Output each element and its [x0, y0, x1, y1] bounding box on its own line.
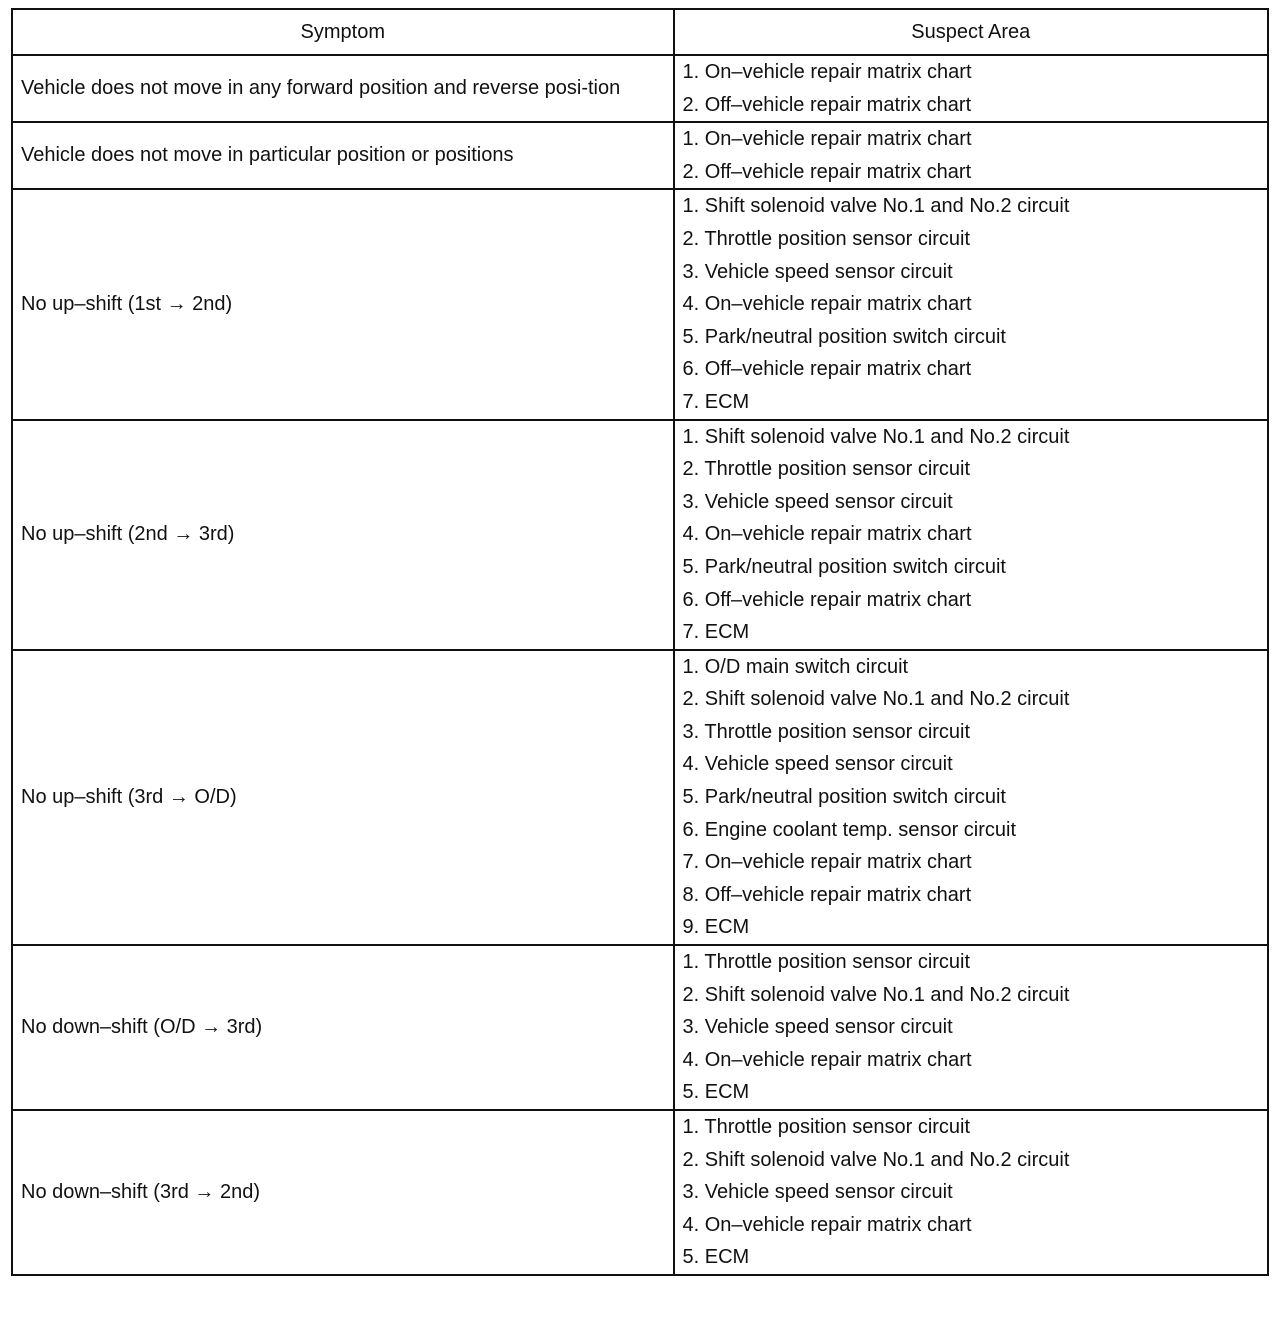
- symptom-text: No up–shift (2nd → 3rd): [21, 523, 235, 546]
- suspect-area-item: 3. Vehicle speed sensor circuit: [682, 1181, 953, 1204]
- suspect-area-cell: [674, 55, 1269, 122]
- suspect-area-item: 6. Engine coolant temp. sensor circuit: [682, 818, 1017, 841]
- suspect-area-item: 2. Shift solenoid valve No.1 and No.2 circuit: [682, 983, 1070, 1006]
- suspect-area-item: 2. Shift solenoid valve No.1 and No.2 circuit: [682, 688, 1070, 711]
- suspect-area-item: 4. On–vehicle repair matrix chart: [682, 523, 972, 546]
- suspect-area-item: 3. Vehicle speed sensor circuit: [682, 1016, 953, 1039]
- suspect-area-item: 6. Off–vehicle repair matrix chart: [682, 588, 972, 611]
- suspect-area-item: 3. Vehicle speed sensor circuit: [682, 490, 953, 513]
- suspect-area-header: Suspect Area: [674, 9, 1269, 55]
- suspect-area-item: 7. ECM: [682, 621, 750, 644]
- symptom-text: No down–shift (3rd → 2nd): [21, 1181, 261, 1204]
- suspect-area-item: 2. Shift solenoid valve No.1 and No.2 circuit: [682, 1148, 1070, 1171]
- suspect-area-item: 8. Off–vehicle repair matrix chart: [682, 883, 972, 906]
- suspect-area-item: 4. On–vehicle repair matrix chart: [682, 293, 972, 316]
- suspect-area-item: 1. Throttle position sensor circuit: [682, 951, 971, 974]
- symptom-header: Symptom: [12, 9, 674, 55]
- symptom-cell: [12, 420, 674, 650]
- suspect-area-item: 5. Park/neutral position switch circuit: [682, 325, 1006, 348]
- suspect-area-item: 2. Off–vehicle repair matrix chart: [682, 93, 972, 116]
- suspect-area-item: 4. On–vehicle repair matrix chart: [682, 1213, 972, 1236]
- table-row: [12, 945, 1268, 1110]
- suspect-area-item: 3. Vehicle speed sensor circuit: [682, 260, 953, 283]
- suspect-area-item: 1. Shift solenoid valve No.1 and No.2 circuit: [682, 425, 1070, 448]
- troubleshooting-table: [11, 8, 1269, 1276]
- table-row: [12, 420, 1268, 650]
- suspect-area-item: 1. On–vehicle repair matrix chart: [682, 128, 972, 151]
- table-row: [12, 650, 1268, 945]
- suspect-area-item: 5. ECM: [682, 1081, 750, 1104]
- suspect-area-cell: [674, 122, 1269, 189]
- suspect-area-cell: [674, 189, 1269, 419]
- suspect-area-item: 5. Park/neutral position switch circuit: [682, 786, 1006, 809]
- table-row: [12, 189, 1268, 419]
- symptom-cell: [12, 650, 674, 945]
- suspect-area-item: 5. Park/neutral position switch circuit: [682, 555, 1006, 578]
- table-body: [12, 55, 1268, 1275]
- suspect-area-cell: [674, 945, 1269, 1110]
- suspect-area-item: 1. Throttle position sensor circuit: [682, 1116, 971, 1138]
- suspect-area-item: 7. ECM: [682, 390, 750, 413]
- suspect-area-item: 5. ECM: [682, 1246, 750, 1269]
- symptom-text: No down–shift (O/D → 3rd): [21, 1016, 263, 1039]
- suspect-area-item: 1. O/D main switch circuit: [682, 655, 909, 678]
- suspect-area-item: 9. ECM: [682, 916, 750, 939]
- suspect-area-item: 4. On–vehicle repair matrix chart: [682, 1048, 972, 1071]
- table-row: [12, 122, 1268, 189]
- symptom-text: Vehicle does not move in any forward position and reverse posi-tion: [21, 77, 621, 100]
- symptom-cell: [12, 1110, 674, 1275]
- symptom-text: Vehicle does not move in particular position or positions: [21, 144, 514, 167]
- suspect-area-item: 4. Vehicle speed sensor circuit: [682, 753, 953, 776]
- suspect-area-item: 1. Shift solenoid valve No.1 and No.2 circuit: [682, 195, 1070, 218]
- suspect-area-item: 6. Off–vehicle repair matrix chart: [682, 358, 972, 381]
- symptom-cell: [12, 55, 674, 122]
- suspect-area-cell: [674, 650, 1269, 945]
- table-row: [12, 55, 1268, 122]
- symptom-cell: [12, 945, 674, 1110]
- symptom-cell: [12, 189, 674, 419]
- symptom-text: No up–shift (1st → 2nd): [21, 293, 233, 316]
- suspect-area-item: 2. Throttle position sensor circuit: [682, 227, 971, 250]
- header-row: [12, 9, 1268, 55]
- suspect-area-cell: [674, 1110, 1269, 1275]
- suspect-area-cell: [674, 420, 1269, 650]
- suspect-area-item: 3. Throttle position sensor circuit: [682, 720, 971, 743]
- suspect-area-item: 2. Off–vehicle repair matrix chart: [682, 160, 972, 183]
- symptom-cell: [12, 122, 674, 189]
- suspect-area-item: 7. On–vehicle repair matrix chart: [682, 851, 972, 874]
- suspect-area-item: 2. Throttle position sensor circuit: [682, 458, 971, 481]
- table-row: [12, 1110, 1268, 1275]
- symptom-text: No up–shift (3rd → O/D): [21, 786, 237, 809]
- suspect-area-item: 1. On–vehicle repair matrix chart: [682, 61, 972, 83]
